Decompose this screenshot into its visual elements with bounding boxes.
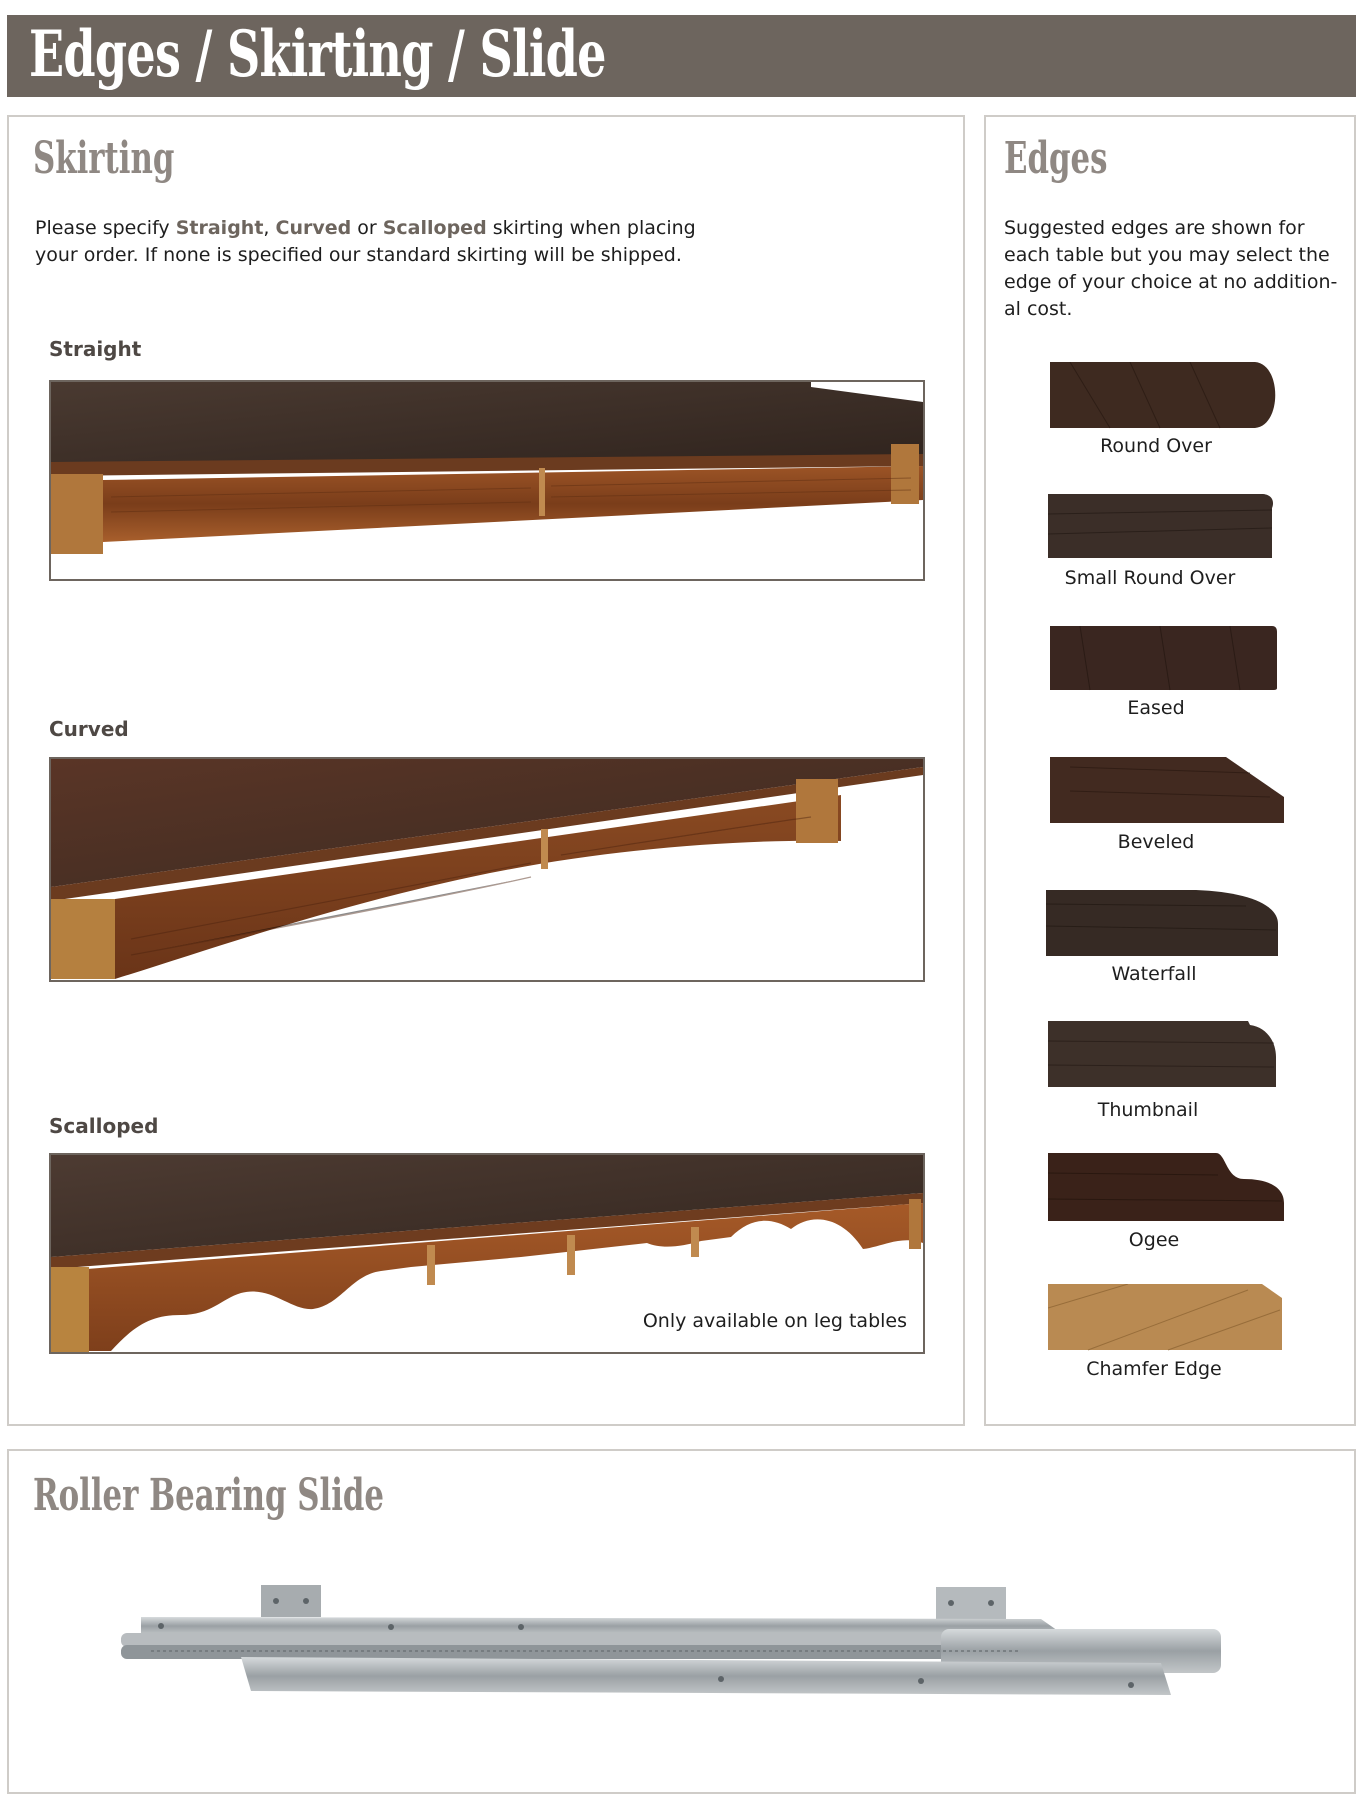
skirting-title: Skirting — [33, 133, 175, 184]
edge-label-beveled: Beveled — [1117, 831, 1195, 853]
straight-heading: Straight — [49, 337, 142, 361]
ogee-edge-swatch — [1048, 1153, 1286, 1223]
page-title: Edges / Skirting / Slide — [29, 17, 606, 92]
edge-label-waterfall: Waterfall — [1111, 963, 1197, 985]
skirting-intro — [35, 215, 696, 269]
skirting-panel — [7, 115, 965, 1426]
curved-heading: Curved — [49, 717, 129, 741]
intro-text: or — [351, 217, 383, 239]
small-round-over-edge-swatch — [1048, 494, 1274, 560]
intro-text: your order. If none is specified our standard skirting will be shipped. — [35, 244, 682, 266]
eased-edge-swatch — [1050, 626, 1278, 692]
waterfall-edge-swatch — [1046, 890, 1282, 958]
edges-title: Edges — [1004, 133, 1108, 184]
intro-line: al cost. — [1004, 298, 1073, 320]
scalloped-heading: Scalloped — [49, 1114, 159, 1138]
round-over-edge-swatch — [1050, 362, 1282, 430]
straight-skirting-photo — [49, 380, 925, 581]
option-scalloped: Scalloped — [382, 217, 487, 239]
edge-label-chamfer-edge: Chamfer Edge — [1086, 1358, 1222, 1380]
intro-line: each table but you may select the — [1004, 244, 1330, 266]
intro-line: Suggested edges are shown for — [1004, 217, 1305, 239]
edge-label-ogee: Ogee — [1128, 1229, 1180, 1251]
edges-intro — [1004, 215, 1337, 323]
scalloped-skirting-photo — [49, 1153, 925, 1354]
intro-text: , — [263, 217, 276, 239]
edge-label-eased: Eased — [1127, 697, 1185, 719]
intro-line: edge of your choice at no addition- — [1004, 271, 1338, 293]
slide-panel — [7, 1449, 1356, 1794]
header-banner — [7, 15, 1356, 97]
intro-text: skirting when placing — [486, 217, 696, 239]
option-curved: Curved — [275, 217, 352, 239]
option-straight: Straight — [175, 217, 264, 239]
edges-panel — [984, 115, 1356, 1426]
scalloped-note: Only available on leg tables — [642, 1310, 907, 1332]
chamfer-edge-swatch — [1048, 1284, 1284, 1352]
edge-label-small-round-over: Small Round Over — [1064, 567, 1236, 589]
beveled-edge-swatch — [1050, 757, 1286, 825]
intro-text: Please specify — [35, 217, 176, 239]
curved-skirting-photo — [49, 757, 925, 982]
edge-label-thumbnail: Thumbnail — [1097, 1099, 1199, 1121]
slide-title: Roller Bearing Slide — [33, 1470, 385, 1521]
edge-label-round-over: Round Over — [1100, 435, 1212, 457]
thumbnail-edge-swatch — [1048, 1021, 1280, 1091]
roller-bearing-slide-image — [121, 1585, 1221, 1725]
